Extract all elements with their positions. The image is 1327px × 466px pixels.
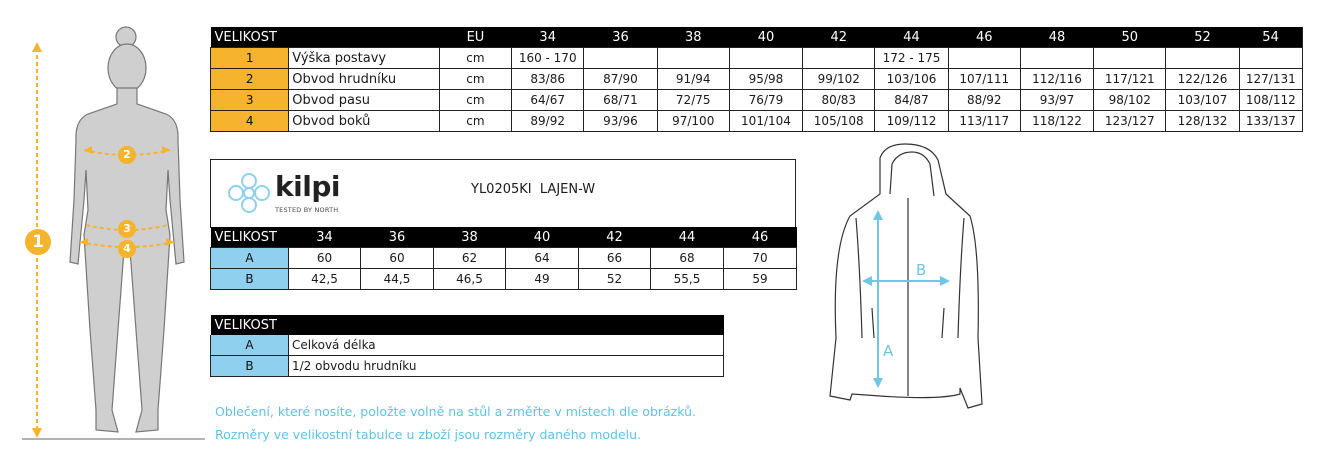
table-cell: 101/104 xyxy=(729,111,802,132)
figure-marker-4: 4 xyxy=(118,240,136,258)
table-cell: 87/90 xyxy=(584,69,657,90)
table-cell: 46,5 xyxy=(434,269,506,290)
table-cell: 112/116 xyxy=(1020,69,1093,90)
row-label: A xyxy=(211,248,289,269)
unit-cell: cm xyxy=(439,48,511,69)
table-cell xyxy=(579,335,652,356)
table-cell: 108/112 xyxy=(1239,90,1302,111)
table-cell xyxy=(1020,48,1093,69)
table-cell: 97/100 xyxy=(657,111,729,132)
jacket-label-b: B xyxy=(916,261,927,279)
garment-size-table xyxy=(210,227,797,290)
table-cell: 66 xyxy=(579,248,651,269)
table-cell xyxy=(584,48,657,69)
table-cell: 117/121 xyxy=(1094,69,1166,90)
table-cell: 83/86 xyxy=(512,69,584,90)
table-cell: 160 - 170 xyxy=(512,48,584,69)
table-cell: 68/71 xyxy=(584,90,657,111)
header-cell: 40 xyxy=(729,27,802,48)
header-cell: EU xyxy=(439,27,511,48)
row-number: 1 xyxy=(211,48,289,69)
table-row xyxy=(211,111,1303,132)
table-cell: 60 xyxy=(361,248,434,269)
table-cell: 64 xyxy=(506,248,579,269)
row-label: B xyxy=(211,269,289,290)
header-cell: 36 xyxy=(584,27,657,48)
table-cell: 91/94 xyxy=(657,69,729,90)
header-cell: VELIKOST xyxy=(211,227,289,248)
table-cell: 113/117 xyxy=(948,111,1020,132)
table-cell: 107/111 xyxy=(948,69,1020,90)
table-cell: 128/132 xyxy=(1166,111,1239,132)
table-cell xyxy=(1166,48,1239,69)
table-cell: 118/122 xyxy=(1020,111,1093,132)
table-cell: 103/106 xyxy=(875,69,948,90)
table-cell: 172 - 175 xyxy=(875,48,948,69)
row-number: 4 xyxy=(211,111,289,132)
table-cell: 84/87 xyxy=(875,90,948,111)
table-cell: 88/92 xyxy=(948,90,1020,111)
row-label: Výška postavy xyxy=(289,48,440,69)
row-label: B xyxy=(211,356,289,377)
table-header-row xyxy=(211,227,797,248)
table-cell: 76/79 xyxy=(729,90,802,111)
table-header-row xyxy=(211,27,1303,48)
table-cell: 103/107 xyxy=(1166,90,1239,111)
table-cell: 89/92 xyxy=(512,111,584,132)
kilpi-knot-icon xyxy=(225,171,273,215)
table-cell: 42,5 xyxy=(289,269,361,290)
header-cell: 46 xyxy=(724,227,797,248)
table-cell xyxy=(1094,48,1166,69)
table-cell: 93/96 xyxy=(584,111,657,132)
row-number: 2 xyxy=(211,69,289,90)
figure-marker-1: 1 xyxy=(25,229,51,255)
table-cell: 93/97 xyxy=(1020,90,1093,111)
table-cell: 49 xyxy=(506,269,579,290)
body-size-table xyxy=(210,27,1303,132)
figure-marker-2: 2 xyxy=(118,146,136,164)
header-cell: VELIKOST xyxy=(211,27,289,48)
table-cell: 52 xyxy=(579,269,651,290)
table-cell: 105/108 xyxy=(803,111,875,132)
header-cell: 46 xyxy=(948,27,1020,48)
header-cell: 34 xyxy=(289,227,361,248)
table-row xyxy=(211,356,724,377)
table-cell: 122/126 xyxy=(1166,69,1239,90)
header-cell: 40 xyxy=(506,227,579,248)
row-label: Obvod pasu xyxy=(289,90,440,111)
figure-marker-3: 3 xyxy=(118,220,136,238)
table-cell xyxy=(652,356,724,377)
instruction-note: Rozměry ve velikostní tabulce u zboží jsou rozměry daného modelu. xyxy=(215,427,642,442)
jacket-label-a: A xyxy=(883,342,894,360)
jacket-measurement-figure xyxy=(820,138,1000,418)
product-code: YL0205KI LAJEN-W xyxy=(471,182,596,197)
table-row xyxy=(211,269,797,290)
unit-cell: cm xyxy=(439,90,511,111)
table-cell xyxy=(1239,48,1302,69)
table-cell: 127/131 xyxy=(1239,69,1302,90)
table-cell: 80/83 xyxy=(803,90,875,111)
row-description: Celková délka xyxy=(289,335,507,356)
table-cell xyxy=(579,356,652,377)
table-row xyxy=(211,90,1303,111)
header-cell: 44 xyxy=(875,27,948,48)
header-cell: 36 xyxy=(361,227,434,248)
table-cell: 133/137 xyxy=(1239,111,1302,132)
unit-cell: cm xyxy=(439,69,511,90)
table-cell xyxy=(657,48,729,69)
table-cell: 123/127 xyxy=(1094,111,1166,132)
table-cell: 109/112 xyxy=(875,111,948,132)
table-cell: 55,5 xyxy=(651,269,724,290)
header-cell: 54 xyxy=(1239,27,1302,48)
row-number: 3 xyxy=(211,90,289,111)
table-cell xyxy=(948,48,1020,69)
header-cell: 38 xyxy=(434,227,506,248)
table-header-row xyxy=(211,315,724,335)
brand-tagline: TESTED BY NORTH xyxy=(275,206,339,214)
instruction-note: Oblečení, které nosíte, položte volně na stůl a změřte v místech dle obrázků. xyxy=(215,404,696,419)
header-cell: 44 xyxy=(651,227,724,248)
table-cell: 99/102 xyxy=(803,69,875,90)
row-label: A xyxy=(211,335,289,356)
header-cell: 42 xyxy=(803,27,875,48)
unit-cell: cm xyxy=(439,111,511,132)
table-row xyxy=(211,48,1303,69)
table-row xyxy=(211,69,1303,90)
table-cell: 68 xyxy=(651,248,724,269)
table-cell: 72/75 xyxy=(657,90,729,111)
table-cell: 64/67 xyxy=(512,90,584,111)
table-cell xyxy=(803,48,875,69)
measurement-legend-table xyxy=(210,315,724,377)
table-cell: 62 xyxy=(434,248,506,269)
row-label: Obvod boků xyxy=(289,111,440,132)
table-cell: 44,5 xyxy=(361,269,434,290)
table-row xyxy=(211,335,724,356)
table-cell xyxy=(652,335,724,356)
table-cell xyxy=(507,335,579,356)
header-cell: VELIKOST xyxy=(211,315,724,335)
header-cell: 34 xyxy=(512,27,584,48)
header-cell: 50 xyxy=(1094,27,1166,48)
table-cell: 95/98 xyxy=(729,69,802,90)
table-cell: 98/102 xyxy=(1094,90,1166,111)
header-cell: 48 xyxy=(1020,27,1093,48)
product-header-box xyxy=(210,159,796,228)
header-cell: 38 xyxy=(657,27,729,48)
table-row xyxy=(211,248,797,269)
table-cell: 59 xyxy=(724,269,797,290)
brand-logo: kilpi xyxy=(275,170,340,203)
table-cell: 70 xyxy=(724,248,797,269)
table-cell xyxy=(507,356,579,377)
table-cell xyxy=(729,48,802,69)
row-label: Obvod hrudníku xyxy=(289,69,440,90)
table-cell: 60 xyxy=(289,248,361,269)
row-description: 1/2 obvodu hrudníku xyxy=(289,356,507,377)
header-cell xyxy=(289,27,440,48)
header-cell: 52 xyxy=(1166,27,1239,48)
header-cell: 42 xyxy=(579,227,651,248)
